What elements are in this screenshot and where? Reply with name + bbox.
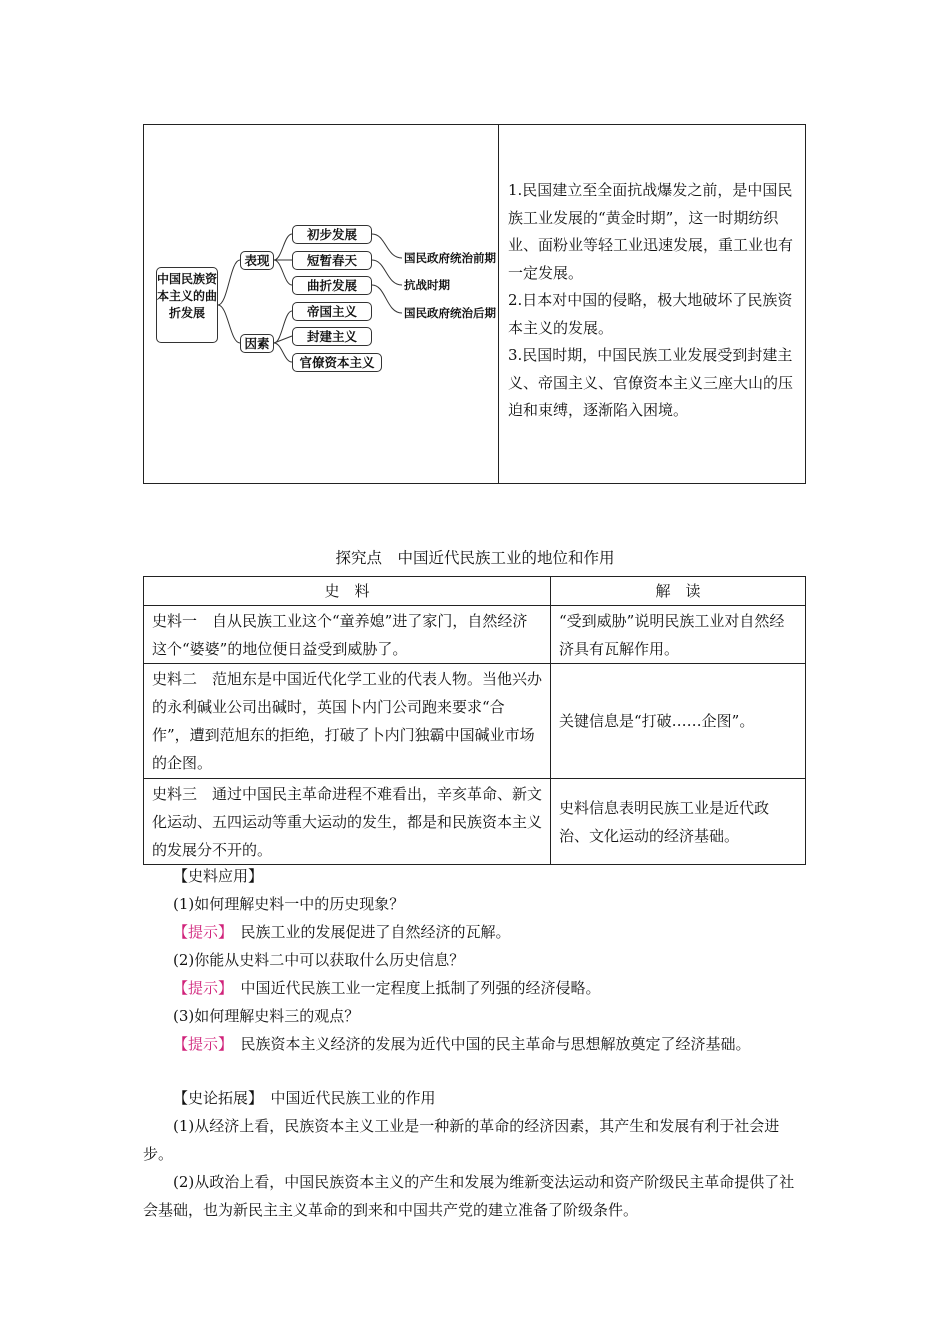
source-table (143, 576, 806, 865)
manifestation-label: 曲折发展 (306, 278, 357, 293)
application-heading-label: 【史料应用】 (173, 867, 264, 885)
extension-point: (1)从经济上看，民族资本主义工业是一种新的革命的经济因素，其产生和发展有利于社会进步。 (143, 1117, 780, 1163)
factor-label: 封建主义 (306, 329, 357, 344)
header-reading: 解 读 (551, 577, 806, 606)
hint-label: 【提示】 (173, 1035, 226, 1053)
period-label: 国民政府统治后期 (404, 306, 496, 320)
factor-item (292, 353, 382, 372)
factor-label: 官僚资本主义 (299, 355, 375, 370)
mind-map (150, 215, 500, 385)
factor-label: 帝国主义 (306, 304, 357, 319)
period-label: 国民政府统治前期 (404, 251, 496, 265)
inquiry-title: 探究点 中国近代民族工业的地位和作用 (335, 549, 615, 567)
summary-point: 1.民国建立至全面抗战爆发之前，是中国民族工业发展的“黄金时期”，这一时期纺织业、面粉业等轻工业迅速发展，重工业也有一定发展。 (508, 181, 794, 282)
question-line: (1)如何理解史料一中的历史现象？ (173, 895, 405, 913)
branch-manifestation (240, 251, 274, 270)
mind-map-root (156, 267, 218, 343)
summary-point: 3.民国时期，中国民族工业发展受到封建主义、帝国主义、官僚资本主义三座大山的压迫和束缚，逐渐陷入困境。 (508, 346, 794, 419)
answer-line (143, 974, 806, 1002)
factor-item (292, 302, 372, 321)
question-line: (2)你能从史料二中可以获取什么历史信息？ (173, 951, 465, 969)
table-row (144, 664, 806, 779)
table-row (144, 606, 806, 664)
branch-factors (240, 334, 274, 353)
table-header-row (144, 577, 806, 606)
application-heading (143, 862, 806, 890)
question-line: (3)如何理解史料三的观点？ (173, 1007, 360, 1025)
manifestation-item (292, 251, 372, 270)
source-cell: 史料一 自从民族工业这个“童养媳”进了家门，自然经济这个“婆婆”的地位便日益受到威胁了。 (144, 606, 551, 664)
extension-heading (143, 1084, 806, 1112)
answer-text: 民族资本主义经济的发展为近代中国的民主革命与思想解放奠定了经济基础。 (240, 1035, 751, 1053)
extension-point: (2)从政治上看，中国民族资本主义的产生和发展为维新变法运动和资产阶级民主革命提供了社会基础，也为新民主主义革命的到来和中国共产党的建立准备了阶级条件。 (143, 1173, 795, 1219)
reading-cell: 史料信息表明民族工业是近代政治、文化运动的经济基础。 (551, 779, 806, 865)
extension-title: 中国近代民族工业的作用 (270, 1089, 436, 1107)
source-cell: 史料二 范旭东是中国近代化学工业的代表人物。当他兴办的永利碱业公司出碱时，英国卜内门公司跑来要求“合作”，遭到范旭东的拒绝，打破了卜内门独霸中国碱业市场的企图。 (144, 664, 551, 779)
manifestation-item (292, 276, 372, 295)
period-label: 抗战时期 (404, 278, 450, 292)
source-cell: 史料三 通过中国民主革命进程不难看出，辛亥革命、新文化运动、五四运动等重大运动的发生，都是和民族资本主义的发展分不开的。 (144, 779, 551, 865)
summary-point: 2.日本对中国的侵略，极大地破坏了民族资本主义的发展。 (508, 291, 793, 337)
summary-points (508, 177, 800, 425)
answer-line (143, 918, 806, 946)
hint-label: 【提示】 (173, 979, 226, 997)
branch-label: 表现 (244, 253, 270, 268)
answer-text: 中国近代民族工业一定程度上抵制了列强的经济侵略。 (240, 979, 601, 997)
manifestation-label: 短暂春天 (306, 253, 357, 268)
answer-line (143, 1030, 806, 1058)
reading-cell: 关键信息是“打破……企图”。 (551, 664, 806, 779)
hint-label: 【提示】 (173, 923, 226, 941)
branch-label: 因素 (244, 336, 270, 351)
extension-heading-label: 【史论拓展】 (173, 1089, 256, 1107)
mind-map-root-label: 中国民族资本主义的曲折发展 (157, 272, 218, 320)
reading-cell: “受到威胁”说明民族工业对自然经济具有瓦解作用。 (551, 606, 806, 664)
manifestation-item (292, 225, 372, 244)
table-row (144, 779, 806, 865)
header-source: 史 料 (144, 577, 551, 606)
manifestation-label: 初步发展 (306, 227, 357, 242)
summary-box (143, 124, 806, 484)
answer-text: 民族工业的发展促进了自然经济的瓦解。 (240, 923, 511, 941)
factor-item (292, 327, 372, 346)
